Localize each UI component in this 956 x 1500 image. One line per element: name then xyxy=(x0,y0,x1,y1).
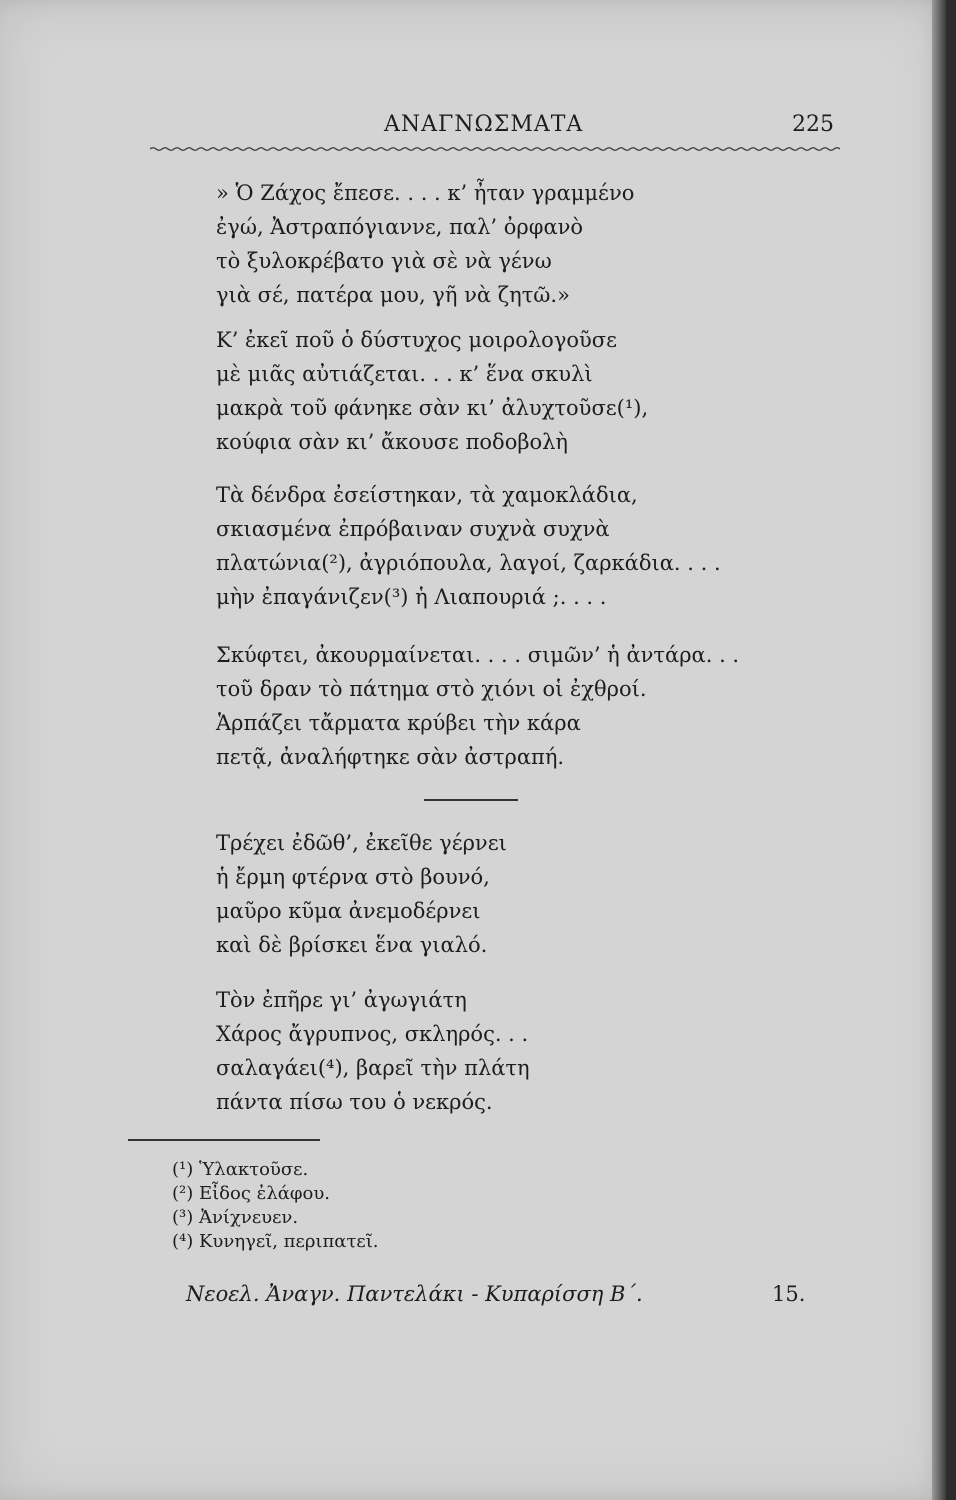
stanza-1 xyxy=(216,176,836,312)
verse-line: πλατώνια(²), ἀγριόπουλα, λαγοί, ζαρκάδια. . . . xyxy=(216,551,721,575)
verse-line: μὲ μιᾶς αὐτιάζεται. . . κ’ ἕνα σκυλὶ xyxy=(216,362,593,386)
wavy-header-rule xyxy=(150,146,840,152)
stanza-5 xyxy=(216,826,836,962)
footnote: (¹) Ὑλακτοῦσε. xyxy=(172,1159,309,1180)
stanza-4 xyxy=(216,638,836,774)
stanza-6 xyxy=(216,983,836,1119)
verse-line: ἐγώ, Ἀστραπόγιαννε, παλ’ ὀρφανὸ xyxy=(216,215,584,239)
verse-line: » Ὁ Ζάχος ἔπεσε. . . . κ’ ἦταν γραμμένο xyxy=(216,181,635,205)
footnote: (²) Εἶδος ἐλάφου. xyxy=(172,1183,330,1204)
verse-line: καὶ δὲ βρίσκει ἕνα γιαλό. xyxy=(216,933,488,957)
footnote-rule xyxy=(128,1139,320,1141)
page-edge xyxy=(932,0,946,1500)
verse-line: Τρέχει ἐδῶθ’, ἐκεῖθε γέρνει xyxy=(216,831,507,855)
running-head: ΑΝΑΓΝΩΣΜΑΤΑ xyxy=(384,112,584,137)
verse-line: Κ’ ἐκεῖ ποῦ ὁ δύστυχος μοιρολογοῦσε xyxy=(216,328,617,352)
footnote: (⁴) Κυνηγεῖ, περιπατεῖ. xyxy=(172,1231,379,1252)
footnote: (³) Ἀνίχνευεν. xyxy=(172,1207,299,1228)
verse-line: Σκύφτει, ἀκουρμαίνεται. . . . σιμῶν’ ἡ ἀντάρα. . . xyxy=(216,643,740,667)
verse-line: σκιασμένα ἐπρόβαιναν συχνὰ συχνὰ xyxy=(216,517,610,541)
verse-line: Χάρος ἄγρυπνος, σκληρός. . . xyxy=(216,1022,529,1046)
verse-line: σαλαγάει(⁴), βαρεῖ τὴν πλάτη xyxy=(216,1056,530,1080)
section-separator xyxy=(424,799,518,801)
verse-line: ἡ ἔρμη φτέρνα στὸ βουνό, xyxy=(216,865,490,889)
verse-line: κούφια σὰν κι’ ἄκουσε ποδοβολὴ xyxy=(216,430,569,454)
signature-line: Νεοελ. Ἀναγν. Παντελάκι - Κυπαρίσση Β΄. xyxy=(186,1282,643,1306)
verse-line: πετᾷ, ἀναλήφτηκε σὰν ἀστραπή. xyxy=(216,745,565,769)
verse-line: γιὰ σέ, πατέρα μου, γῆ νὰ ζητῶ.» xyxy=(216,283,570,307)
verse-line: τοῦ δραν τὸ πάτημα στὸ χιόνι οἱ ἐχθροί. xyxy=(216,677,647,701)
verse-line: μὴν ἐπαγάνιζεν(³) ἡ Λιαπουριά ;. . . . xyxy=(216,585,607,609)
verse-line: Ἁρπάζει τἄρματα κρύβει τὴν κάρα xyxy=(216,711,581,735)
verse-line: Τὰ δένδρα ἐσείστηκαν, τὰ χαμοκλάδια, xyxy=(216,483,638,507)
stanza-3 xyxy=(216,478,836,614)
footnotes xyxy=(172,1158,379,1254)
page-number: 225 xyxy=(792,112,834,137)
stanza-2 xyxy=(216,323,836,459)
verse-line: Τὸν ἐπῆρε γι’ ἀγωγιάτη xyxy=(216,988,467,1012)
verse-line: μακρὰ τοῦ φάνηκε σὰν κι’ ἀλυχτοῦσε(¹), xyxy=(216,396,649,420)
signature-sheet-number: 15. xyxy=(772,1282,806,1306)
verse-line: μαῦρο κῦμα ἀνεμοδέρνει xyxy=(216,899,481,923)
verse-line: πάντα πίσω του ὁ νεκρός. xyxy=(216,1090,493,1114)
verse-line: τὸ ξυλοκρέβατο γιὰ σὲ νὰ γένω xyxy=(216,249,552,273)
